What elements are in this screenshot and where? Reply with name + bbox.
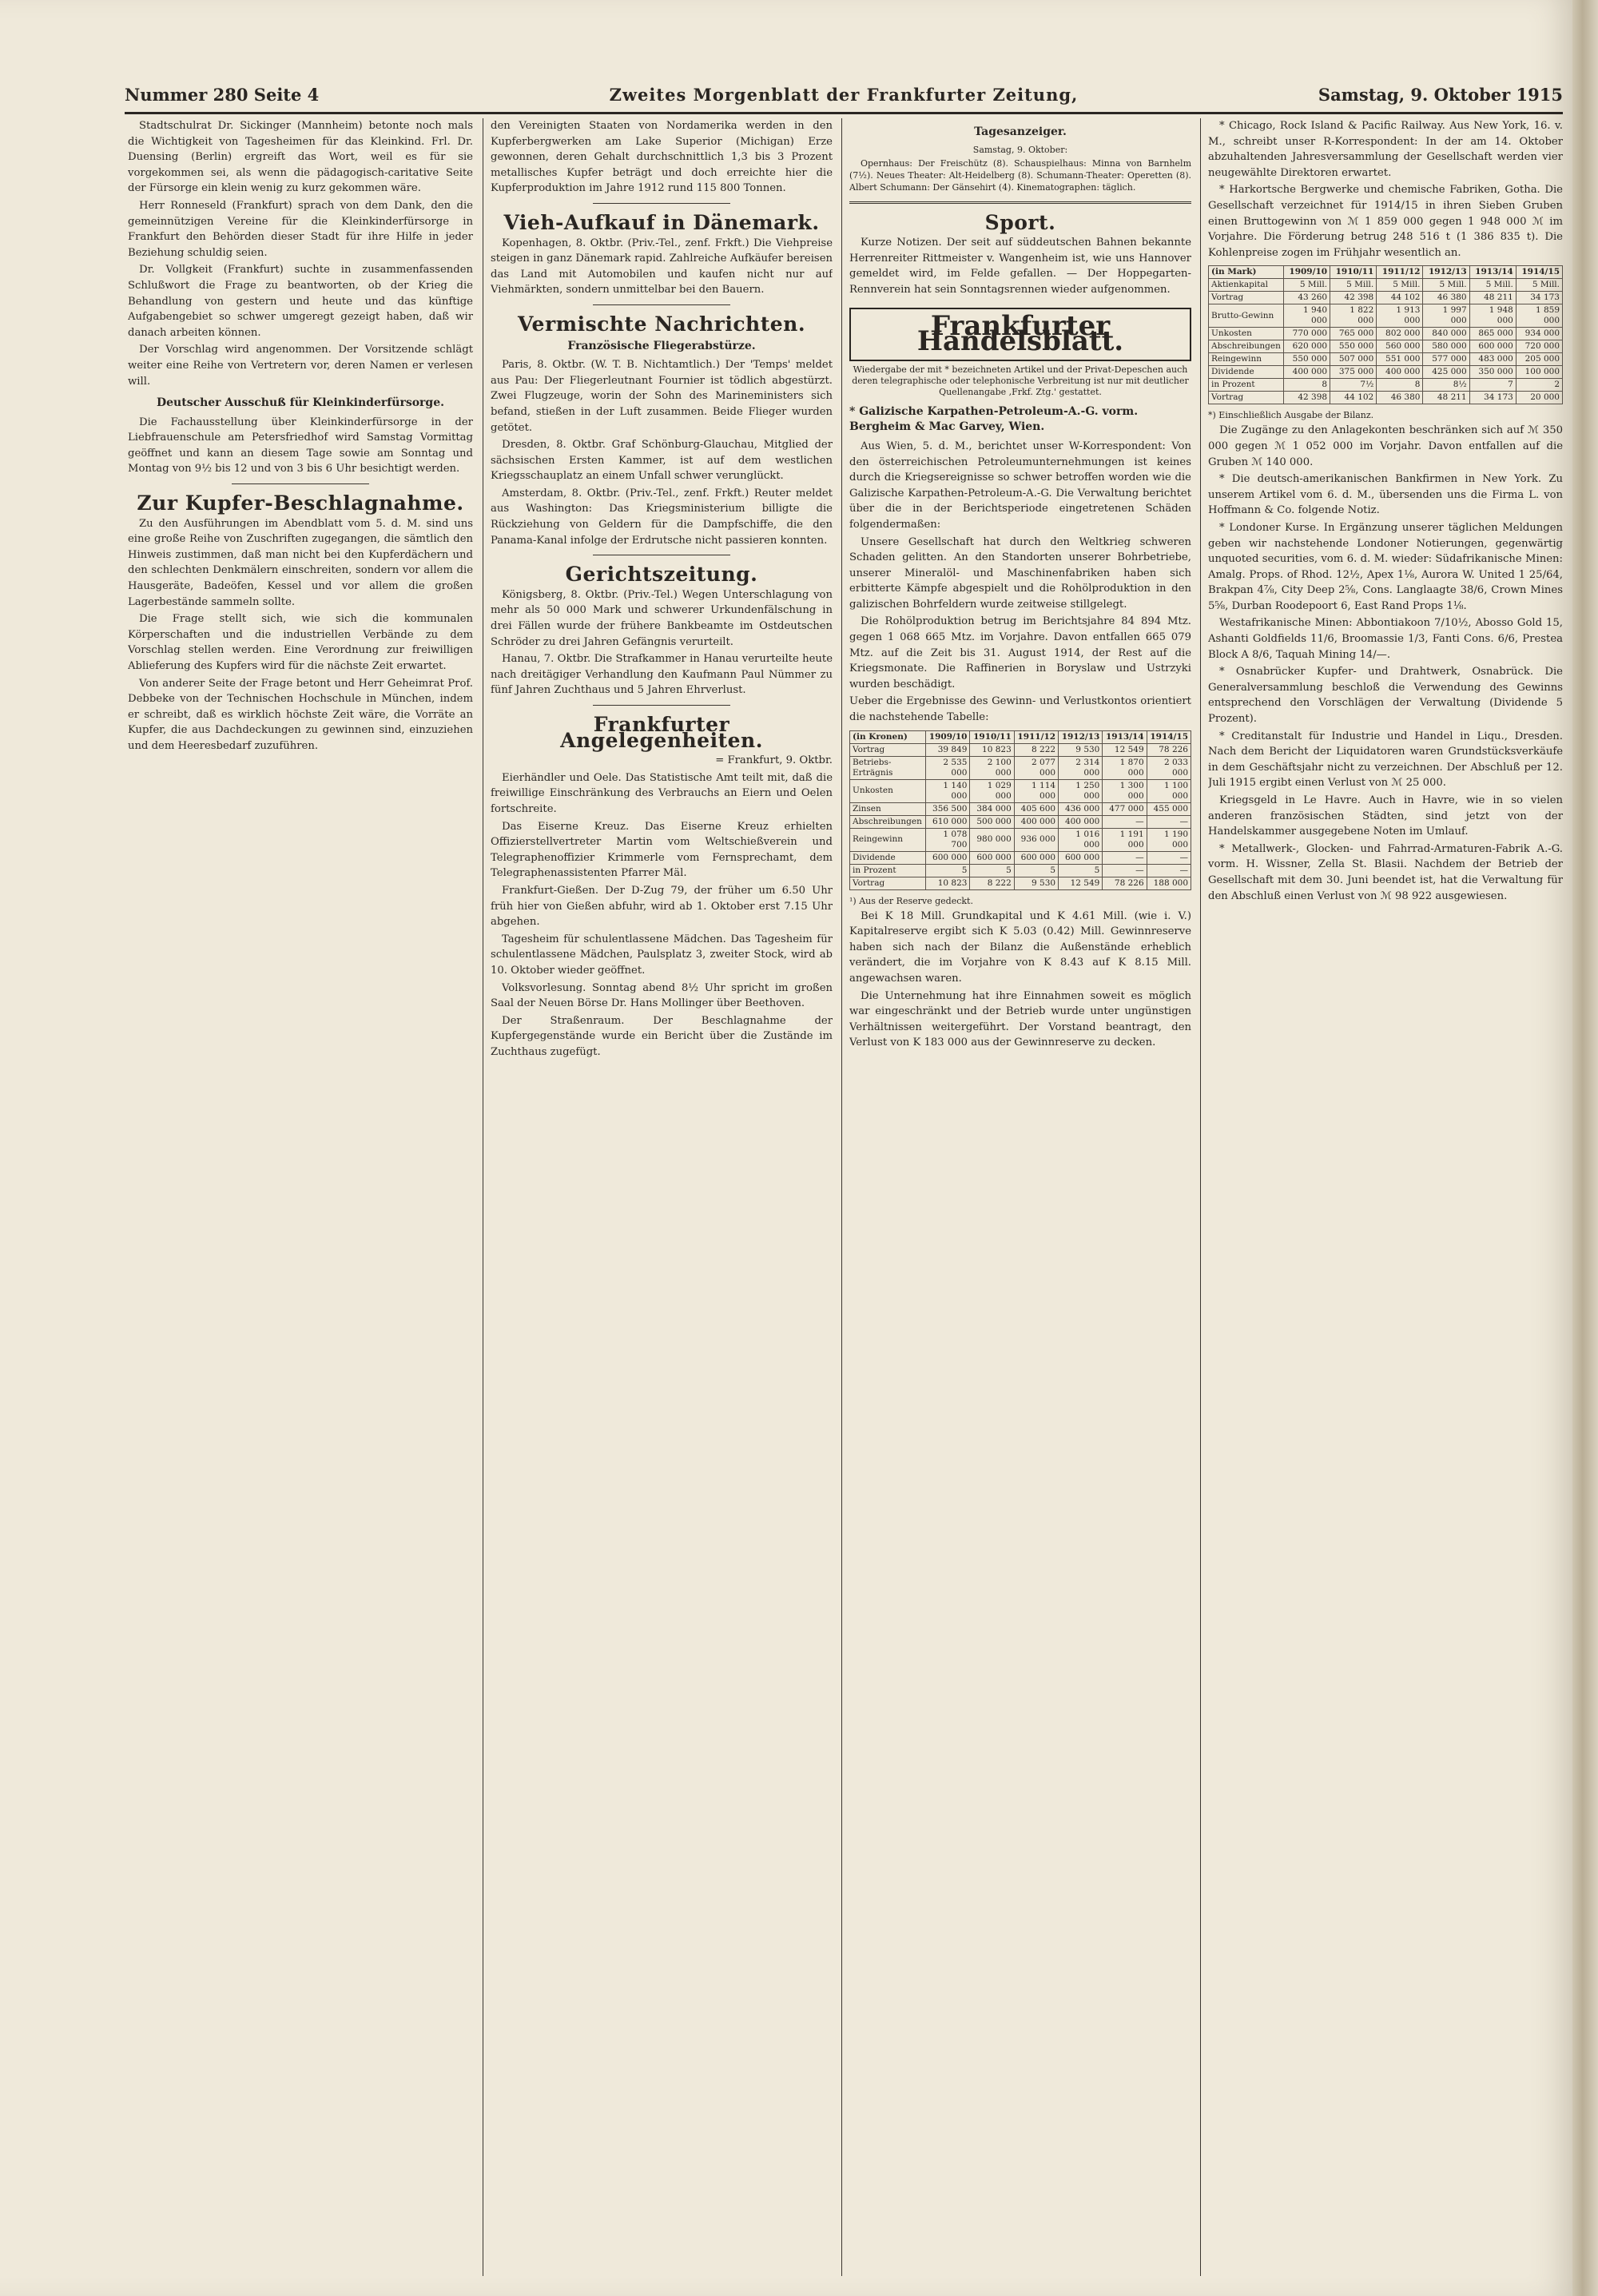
table-cell: 934 000 [1516, 328, 1562, 340]
article-paragraph: Tagesheim für schulentlassene Mädchen. Das Tagesheim für schulentlassene Mädchen, Paulsplatz 3, zweiter Stock, wird ab 10. Oktober wieder geöffnet. [491, 933, 833, 977]
table-cell: 1 191 000 [1103, 828, 1147, 851]
table-cell: 1 100 000 [1147, 779, 1191, 802]
article-paragraph: Paris, 8. Oktbr. (W. T. B. Nichtamtlich.) Der 'Temps' meldet aus Pau: Der Fliegerleutnant Fournier ist tödlich abgestürzt. Zwei Flugzeuge, worin der Sohn des Marineministers sich befand, stießen in der Luft zusammen. Beide Flieger wurden getötet. [491, 359, 833, 434]
article-paragraph: * Chicago, Rock Island & Pacific Railway. Aus New York, 16. v. M., schreibt unser R-Korrespondent: In der am 14. Oktober abzuhaltenden Jahresversammlung der Gesellschaft werden vier neugewählte Direktoren erwartet. [1208, 120, 1563, 179]
copyright-note: Wiedergabe der mit * bezeichneten Artikel und der Privat-Depeschen auch deren telegraphische oder telephonische Verbreitung ist nur mit deutlicher Quellenangabe ,Frkf. Ztg.' gestattet. [852, 364, 1189, 397]
table-cell: 600 000 [1469, 340, 1516, 353]
article-paragraph: Die Rohölproduktion betrug im Berichtsjahre 84 894 Mtz. gegen 1 068 665 Mtz. im Vorjahre. Davon entfallen 665 079 Mtz. auf die Zeit bis 31. August 1914, der Rest auf die Kriegsmonate. Die Raffinerien in Boryslaw und Ustrzyki wurden beschädigt. [849, 615, 1191, 690]
table-cell: Aktienkapital [1209, 279, 1284, 292]
table-row [1209, 392, 1563, 404]
table-cell: 375 000 [1330, 366, 1377, 379]
table-cell: 188 000 [1147, 877, 1191, 889]
table-cell: 42 398 [1330, 292, 1377, 304]
table-cell: 400 000 [1377, 366, 1423, 379]
table-cell: 436 000 [1059, 802, 1103, 815]
table-cell: 1 300 000 [1103, 779, 1147, 802]
article-paragraph: Kurze Notizen. Der seit auf süddeutschen Bahnen bekannte Herrenreiter Rittmeister v. Wangenheim ist, wie uns Hannover gemeldet wird, im Felde gefallen. — Der Hoppegarten-Rennverein hat sein Sonntagsrennen wieder aufgenommen. [849, 237, 1191, 296]
table-cell: 5 [1059, 864, 1103, 877]
table-cell: 550 000 [1283, 353, 1330, 366]
article-paragraph: Von anderer Seite der Frage betont und Herr Geheimrat Prof. Debbeke von der Technischen Hochschule in München, indem er schreibt, daß es wirklich höchste Zeit wäre, die Vorräte an Kupfer, die aus Dachdeckungen zu gewinnen sind, einzuziehen und dem Heeresbedarf zuzuführen. [128, 677, 473, 752]
table-header-cell: 1912/13 [1059, 730, 1103, 743]
table-cell: Dividende [1209, 366, 1284, 379]
table-cell: 356 500 [926, 802, 970, 815]
table-cell: 2 [1516, 379, 1562, 392]
table-cell: Dividende [850, 851, 926, 864]
table-row [1209, 340, 1563, 353]
table-header-cell: 1909/10 [926, 730, 970, 743]
table-cell: 78 226 [1103, 877, 1147, 889]
table-cell: 1 029 000 [970, 779, 1014, 802]
table-footnote: *) Einschließlich Ausgabe der Bilanz. [1208, 410, 1374, 421]
table-header-cell: (in Mark) [1209, 266, 1284, 279]
article-paragraph: Bei K 18 Mill. Grundkapital und K 4.61 Mill. (wie i. V.) Kapitalreserve ergibt sich K 5.03 (0.42) Mill. Gewinnreserve haben sich nach der Bilanz die Außenstände erheblich verändert, die im Vorjahre von K 8.43 auf K 8.15 Mill. angewachsen waren. [849, 909, 1191, 985]
table-cell: 1 114 000 [1014, 779, 1058, 802]
table-cell: 840 000 [1423, 328, 1469, 340]
table-cell: 8 222 [970, 877, 1014, 889]
table-cell: 477 000 [1103, 802, 1147, 815]
article-paragraph: Kopenhagen, 8. Oktbr. (Priv.-Tel., zenf. Frkft.) Die Viehpreise steigen in ganz Dänemark rapid. Zahlreiche Aufkäufer bereisen das Land mit Automobilen und kaufen nicht nur auf Viehmärkten, sondern unmittelbar bei den Bauern. [491, 237, 833, 296]
table-header-cell: 1912/13 [1423, 266, 1469, 279]
book-gutter [1572, 0, 1598, 2296]
table-cell: 507 000 [1330, 353, 1377, 366]
table-cell: 400 000 [1059, 815, 1103, 828]
article-paragraph: Königsberg, 8. Oktbr. (Priv.-Tel.) Wegen Unterschlagung von mehr als 50 000 Mark und schwerer Urkundenfälschung in drei Fällen wurde der frühere Bankbeamte im Ostdeutschen Schröder zu drei Jahren Gefängnis verurteilt. [491, 588, 833, 648]
table-row [1209, 304, 1563, 328]
table-cell: 1 250 000 [1059, 779, 1103, 802]
table-cell: 5 Mill. [1283, 279, 1330, 292]
article-paragraph: Das Eiserne Kreuz. Das Eiserne Kreuz erhielten Offizierstellvertreter Martin vom Weltschießverein und Telegraphenoffizier Krimmerle vom Fernsprechamt, dem Telegraphenassistenten Pfarrer Mäl. [491, 820, 833, 880]
table-row [1209, 279, 1563, 292]
table-row [1209, 353, 1563, 366]
masthead [125, 80, 1563, 114]
table-cell: 8 [1377, 379, 1423, 392]
table-cell: in Prozent [1209, 379, 1284, 392]
article-paragraph: Der Vorschlag wird angenommen. Der Vorsitzende schlägt weiter eine Reihe von Vertretern vor, deren Namen er verlesen will. [128, 344, 473, 388]
table-cell: 1 016 000 [1059, 828, 1103, 851]
article-paragraph: Zu den Ausführungen im Abendblatt vom 5. d. M. sind uns eine große Reihe von Zuschriften zugegangen, die sämtlich den Hinweis zustimmen, daß man nicht bei den Kupferdächern und den schlechten Denkmälern einschreiten, sondern vor allem die Hausgeräte, Badeöfen, Kessel und vor allem die großen Lagerbestände sammeln sollte. [128, 517, 473, 608]
column-rule [841, 118, 842, 2276]
article-paragraph: Frankfurt-Gießen. Der D-Zug 79, der früher um 6.50 Uhr früh hier von Gießen abfuhr, wird ab 1. Oktober erst 7.15 Uhr abgehen. [491, 884, 833, 929]
section-heading: Vieh-Aufkauf in Dänemark. [503, 210, 820, 234]
table-cell: 936 000 [1014, 828, 1058, 851]
table-cell: Vortrag [1209, 392, 1284, 404]
table-header-cell: 1909/10 [1283, 266, 1330, 279]
table-cell: 550 000 [1330, 340, 1377, 353]
table-row [850, 743, 1191, 756]
table-cell: 425 000 [1423, 366, 1469, 379]
article-paragraph: Herr Ronneseld (Frankfurt) sprach von dem Dank, den die gemeinnützigen Vereine für die Kleinkinderfürsorge in Frankfurt den Behörden dieser Stadt für ihre Hilfe in jeder Beziehung schuldig seien. [128, 199, 473, 259]
article-paragraph: * Die deutsch-amerikanischen Bankfirmen in New York. Zu unserem Artikel vom 6. d. M., übersenden uns die Firma L. von Hoffmann & Co. folgende Notiz. [1208, 473, 1563, 517]
table-cell: 205 000 [1516, 353, 1562, 366]
table-cell: — [1103, 815, 1147, 828]
table-cell: — [1103, 864, 1147, 877]
table-cell: 1 859 000 [1516, 304, 1562, 328]
financial-table [849, 730, 1191, 890]
newspaper-title: Zweites Morgenblatt der Frankfurter Zeitung, [609, 85, 1079, 105]
table-cell: 483 000 [1469, 353, 1516, 366]
table-cell: 5 [1014, 864, 1058, 877]
table-cell: 1 190 000 [1147, 828, 1191, 851]
table-cell: 46 380 [1423, 292, 1469, 304]
table-cell: 384 000 [970, 802, 1014, 815]
table-cell: 39 849 [926, 743, 970, 756]
article-paragraph: Dresden, 8. Oktbr. Graf Schönburg-Glauchau, Mitglied der sächsischen Ersten Kammer, ist auf dem westlichen Kriegsschauplatz an einem Unfall schwer verunglückt. [491, 439, 833, 483]
table-cell: in Prozent [850, 864, 926, 877]
section-heading: Frankfurter Angelegenheiten. [560, 713, 763, 752]
handelsblatt-title: Frankfurter Handelsblatt. [849, 308, 1191, 361]
table-header-cell: (in Kronen) [850, 730, 926, 743]
table-cell: 551 000 [1377, 353, 1423, 366]
table-cell: 34 173 [1516, 292, 1562, 304]
table-cell: 7 [1469, 379, 1516, 392]
article-paragraph: Dr. Vollgkeit (Frankfurt) suchte in zusammenfassenden Schlußwort die Frage zu beantworten, ob der Krieg die Behandlung von gestern und heute und das künftige Aufgabengebiet so schwer umgeregt gezeigt haben, daß wir danach arbeiten können. [128, 264, 473, 339]
table-header-cell: 1911/12 [1014, 730, 1058, 743]
table-cell: 350 000 [1469, 366, 1516, 379]
table-cell: Unkosten [1209, 328, 1284, 340]
table-cell: 5 Mill. [1516, 279, 1562, 292]
table-cell: 865 000 [1469, 328, 1516, 340]
column-3 [849, 118, 1191, 2284]
table-cell: — [1147, 851, 1191, 864]
table-cell: 5 Mill. [1423, 279, 1469, 292]
table-cell: Vortrag [850, 877, 926, 889]
table-cell: 1 870 000 [1103, 756, 1147, 779]
table-cell: 42 398 [1283, 392, 1330, 404]
table-row [850, 756, 1191, 779]
table-cell: Reingewinn [1209, 353, 1284, 366]
divider [232, 483, 370, 484]
table-cell: 20 000 [1516, 392, 1562, 404]
table-cell: 78 226 [1147, 743, 1191, 756]
article-paragraph: Unsere Gesellschaft hat durch den Weltkrieg schweren Schaden gelitten. An den Standorten unserer Bohrbetriebe, unserer Mineralöl- und Maschinenfabriken haben sich erbitterte Kämpfe abgespielt und die Rohölproduktion in den galizischen Bohrfeldern wurde zeitweise stillgelegt. [849, 535, 1191, 611]
table-cell: 1 140 000 [926, 779, 970, 802]
article-paragraph: Stadtschulrat Dr. Sickinger (Mannheim) betonte noch mals die Wichtigkeit von Tagesheimen für das Kleinkind. Frl. Dr. Duensing (Berlin) ergreift das Wort, weil es für sie vorgekommen sei, als wenn die pädagogisch-caritative Seite der Fürsorge ein klein wenig zu kurz gekommen wäre. [128, 120, 473, 195]
table-cell: 620 000 [1283, 340, 1330, 353]
table-cell: 10 823 [926, 877, 970, 889]
divider [593, 705, 729, 706]
table-row [1209, 292, 1563, 304]
table-cell: 1 948 000 [1469, 304, 1516, 328]
table-cell: 1 822 000 [1330, 304, 1377, 328]
table-cell: 580 000 [1423, 340, 1469, 353]
table-row [850, 815, 1191, 828]
table-header-cell: 1914/15 [1147, 730, 1191, 743]
table-cell: Zinsen [850, 802, 926, 815]
table-cell: 980 000 [970, 828, 1014, 851]
article-paragraph: Eierhändler und Oele. Das Statistische Amt teilt mit, daß die freiwillige Einschränkung des Verbrauchs an Eiern und Oelen fortschreite. [491, 771, 833, 815]
article-paragraph: Die Zugänge zu den Anlagekonten beschränken sich auf ℳ 350 000 gegen ℳ 1 052 000 im Vorjahr. Davon entfallen auf die Gruben ℳ 140 000. [1208, 424, 1563, 468]
table-cell: 1 997 000 [1423, 304, 1469, 328]
table-cell: 5 Mill. [1469, 279, 1516, 292]
table-cell: 5 Mill. [1377, 279, 1423, 292]
section-heading: Zur Kupfer-Beschlagnahme. [137, 491, 464, 515]
table-header-cell: 1910/11 [1330, 266, 1377, 279]
table-header-cell: 1913/14 [1469, 266, 1516, 279]
article-paragraph: * Londoner Kurse. In Ergänzung unserer täglichen Meldungen geben wir nachstehende Londoner Notierungen, gegenwärtig unquoted securities, vom 6. d. M. wieder: Südafrikanische Minen: Amalg. Props. of Rhod. 12½, Apex 1⅛, Aurora W. United 1 25/64, Brakpan 4⅞, City Deep 2⅝, Cons. Langlaagte 38/6, Crown Mines 5⅝, Durban Roodepoort 6, East Rand Props 1⅛. [1208, 521, 1563, 612]
table-cell: Unkosten [850, 779, 926, 802]
table-cell: 44 102 [1330, 392, 1377, 404]
issue-date: Samstag, 9. Oktober 1915 [1318, 85, 1563, 105]
table-cell: 2 535 000 [926, 756, 970, 779]
table-cell: 560 000 [1377, 340, 1423, 353]
table-cell: Vortrag [850, 743, 926, 756]
table-cell: 802 000 [1377, 328, 1423, 340]
table-cell: 5 Mill. [1330, 279, 1377, 292]
table-cell: 2 077 000 [1014, 756, 1058, 779]
table-row [850, 802, 1191, 815]
table-cell: 8 222 [1014, 743, 1058, 756]
section-heading: Sport. [984, 210, 1056, 234]
article-paragraph: Aus Wien, 5. d. M., berichtet unser W-Korrespondent: Von den österreichischen Petroleumunternehmungen ist keines durch die Kriegsereignisse so schwer betroffen worden wie die Galizische Karpathen-Petroleum-A.-G. Die Verwaltung berichtet über die in der Berichtsperiode eingetretenen Schäden folgendermaßen: [849, 440, 1191, 531]
article-paragraph: Volksvorlesung. Sonntag abend 8½ Uhr spricht im großen Saal der Neuen Börse Dr. Hans Mollinger über Beethoven. [491, 981, 833, 1010]
table-cell: — [1147, 815, 1191, 828]
table-cell: 8 [1283, 379, 1330, 392]
table-cell: 9 530 [1014, 877, 1058, 889]
table-cell: 44 102 [1377, 292, 1423, 304]
listing-text: Opernhaus: Der Freischütz (8). Schauspielhaus: Minna von Barnhelm (7½). Neues Theater: Alt-Heidelberg (8). Schumann-Theater: Operetten (8). Albert Schumann: Der Gänsehirt (4). Kinematographen: täglich. [849, 157, 1191, 193]
article-paragraph: * Creditanstalt für Industrie und Handel in Liqu., Dresden. Nach dem Bericht der Liquidatoren waren Grundstücksverkäufe in dem Geschäftsjahr nicht zu verzeichnen. Der Abschluß per 12. Juli 1915 ergibt einen Verlust von ℳ 25 000. [1208, 730, 1563, 790]
table-cell: 600 000 [926, 851, 970, 864]
section-heading: Gerichtszeitung. [565, 563, 758, 587]
table-cell: 720 000 [1516, 340, 1562, 353]
section-heading: Tagesanzeiger. [974, 125, 1067, 138]
section-heading: Vermischte Nachrichten. [517, 312, 806, 336]
page-number: Nummer 280 Seite 4 [125, 85, 320, 105]
table-row [850, 864, 1191, 877]
column-4 [1208, 118, 1563, 2284]
table-header-cell: 1911/12 [1377, 266, 1423, 279]
article-paragraph: Hanau, 7. Oktbr. Die Strafkammer in Hanau verurteilte heute nach dreitägiger Verhandlung den Kaufmann Paul Nümmer zu fünf Jahren Zuchthaus und 5 Jahren Ehrverlust. [491, 653, 833, 697]
table-cell: Brutto-Gewinn [1209, 304, 1284, 328]
table-footnote: ¹) Aus der Reserve gedeckt. [849, 895, 973, 906]
table-cell: 577 000 [1423, 353, 1469, 366]
table-cell: 405 600 [1014, 802, 1058, 815]
article-paragraph: Westafrikanische Minen: Abbontiakoon 7/10½, Abosso Gold 15, Ashanti Goldfields 11/6, Broomassie 1/3, Fanti Cons. 6/6, Prestea Block A 8/6, Taquah Mining 14/—. [1208, 617, 1563, 661]
table-cell: 48 211 [1469, 292, 1516, 304]
table-cell: 7½ [1330, 379, 1377, 392]
table-row [850, 828, 1191, 851]
table-cell: Reingewinn [850, 828, 926, 851]
article-paragraph: Die Frage stellt sich, wie sich die kommunalen Körperschaften und die industriellen Verbände zu dem Vorschlag stellen werden. Eine Verordnung zur freiwilligen Ablieferung des Kupfers wird für die nächste Zeit erwartet. [128, 613, 473, 672]
article-paragraph: Der Straßenraum. Der Beschlagnahme der Kupfergegenstände wurde ein Bericht über die Zustände im Zuchthaus zugefügt. [491, 1014, 833, 1058]
table-row [850, 851, 1191, 864]
table-cell: 5 [970, 864, 1014, 877]
table-cell: 600 000 [1059, 851, 1103, 864]
table-cell: 600 000 [1014, 851, 1058, 864]
table-cell: 400 000 [1283, 366, 1330, 379]
table-header-cell: 1914/15 [1516, 266, 1562, 279]
table-cell: 1 078 700 [926, 828, 970, 851]
table-header-cell: 1913/14 [1103, 730, 1147, 743]
table-cell: — [1103, 851, 1147, 864]
table-cell: 12 549 [1103, 743, 1147, 756]
table-cell: — [1147, 864, 1191, 877]
article-paragraph: Die Fachausstellung über Kleinkinderfürsorge in der Liebfrauenschule am Petersfriedhof wird Samstag Vormittag geöffnet und kann an diesem Tage sowie am Sonntag und Montag von 9½ bis 12 und von 3 bis 6 Uhr besichtigt werden. [128, 416, 473, 476]
subheading: Französische Fliegerabstürze. [567, 339, 756, 352]
table-cell: 1 940 000 [1283, 304, 1330, 328]
table-cell: 2 314 000 [1059, 756, 1103, 779]
table-cell: 100 000 [1516, 366, 1562, 379]
table-cell: 1 913 000 [1377, 304, 1423, 328]
dateline: = Frankfurt, 9. Oktbr. [715, 754, 833, 767]
table-cell: 770 000 [1283, 328, 1330, 340]
table-cell: 10 823 [970, 743, 1014, 756]
table-cell: 9 530 [1059, 743, 1103, 756]
table-cell: 2 100 000 [970, 756, 1014, 779]
table-cell: 46 380 [1377, 392, 1423, 404]
table-row [850, 779, 1191, 802]
date-line: Samstag, 9. Oktober: [972, 144, 1068, 155]
column-1 [128, 118, 473, 2284]
table-cell: 34 173 [1469, 392, 1516, 404]
article-paragraph: * Osnabrücker Kupfer- und Drahtwerk, Osnabrück. Die Generalversammlung beschloß die Verwendung des Gewinns entsprechend den Vorschlägen der Verwaltung (Dividende 5 Prozent). [1208, 666, 1563, 726]
table-cell: Abschreibungen [850, 815, 926, 828]
article-heading: * Galizische Karpathen-Petroleum-A.-G. vorm. Bergheim & Mac Garvey, Wien. [849, 404, 1139, 434]
table-row [1209, 379, 1563, 392]
article-paragraph: * Harkortsche Bergwerke und chemische Fabriken, Gotha. Die Gesellschaft verzeichnet für 1914/15 in ihren Sieben Gruben einen Bruttogewinn von ℳ 1 859 000 gegen 1 948 000 ℳ im Vorjahre. Die Förderung betrug 248 516 t (1 386 835 t). Die Kohlenpreise zogen im Frühjahr wesentlich an. [1208, 184, 1563, 259]
column-2 [491, 118, 833, 2284]
table-cell: Betriebs-Erträgnis [850, 756, 926, 779]
table-cell: 500 000 [970, 815, 1014, 828]
article-paragraph: * Metallwerk-, Glocken- und Fahrrad-Armaturen-Fabrik A.-G. vorm. H. Wissner, Zella St. Blasii. Nachdem der Betrieb der Gesellschaft mit dem 30. Juni beendet ist, hat die Verwaltung für den Abschluß einen Verlust von ℳ 98 922 ausgewiesen. [1208, 842, 1563, 902]
table-header-cell: 1910/11 [970, 730, 1014, 743]
table-cell: 610 000 [926, 815, 970, 828]
table-cell: Vortrag [1209, 292, 1284, 304]
table-cell: 765 000 [1330, 328, 1377, 340]
table-cell: 455 000 [1147, 802, 1191, 815]
article-paragraph: Kriegsgeld in Le Havre. Auch in Havre, wie in so vielen anderen französischen Städten, sind jetzt von der Handelskammer ausgegebene Noten im Umlauf. [1208, 794, 1563, 838]
column-rule [1200, 118, 1201, 2276]
table-row [1209, 328, 1563, 340]
article-paragraph: Amsterdam, 8. Oktbr. (Priv.-Tel., zenf. Frkft.) Reuter meldet aus Washington: Das Kriegsministerium billigte die Rückziehung von Geldern für die Dampfschiffe, die den Panama-Kanal infolge der Erdrutsche nicht passieren konnten. [491, 487, 833, 547]
table-cell: 2 033 000 [1147, 756, 1191, 779]
table-cell: 8½ [1423, 379, 1469, 392]
divider [593, 203, 729, 204]
table-cell: 400 000 [1014, 815, 1058, 828]
divider [849, 201, 1191, 204]
table-row [1209, 366, 1563, 379]
table-cell: 48 211 [1423, 392, 1469, 404]
article-paragraph: Die Unternehmung hat ihre Einnahmen soweit es möglich war eingeschränkt und der Betrieb wurde unter ungünstigen Verhältnissen weitergeführt. Der Vorstand beantragt, den Verlust von K 183 000 aus der Gewinnreserve zu decken. [849, 989, 1191, 1049]
table-cell: 600 000 [970, 851, 1014, 864]
section-heading: Deutscher Ausschuß für Kleinkinderfürsorge. [157, 396, 444, 410]
table-caption: Ueber die Ergebnisse des Gewinn- und Verlustkontos orientiert die nachstehende Tabelle: [849, 695, 1191, 724]
table-cell: Abschreibungen [1209, 340, 1284, 353]
table-cell: 12 549 [1059, 877, 1103, 889]
article-paragraph: den Vereinigten Staaten von Nordamerika werden in den Kupferbergwerken am Lake Superior (Michigan) Erze gewonnen, deren Gehalt durchschnittlich 1,3 bis 3 Prozent metallisches Kupfer beträgt und doch erreichte hier die Kupferproduktion im Jahre 1912 rund 115 800 Tonnen. [491, 120, 833, 195]
table-cell: 43 260 [1283, 292, 1330, 304]
financial-table [1208, 265, 1563, 404]
table-row [850, 877, 1191, 889]
table-cell: 5 [926, 864, 970, 877]
divider [593, 304, 729, 305]
